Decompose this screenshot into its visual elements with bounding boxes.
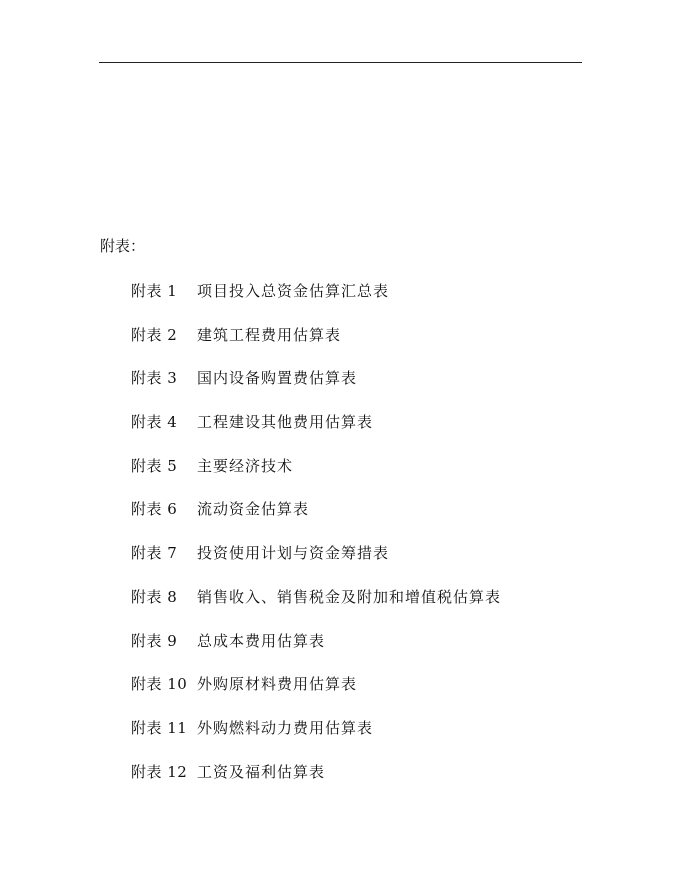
appendix-number: 附表 10 <box>131 675 188 694</box>
appendix-number: 附表 6 <box>131 500 178 519</box>
appendix-heading: 附表： <box>100 237 146 255</box>
appendix-title: 工资及福利估算表 <box>197 762 326 781</box>
appendix-title: 项目投入总资金估算汇总表 <box>197 282 390 300</box>
header-rule <box>99 62 582 63</box>
appendix-title: 建筑工程费用估算表 <box>197 325 342 344</box>
appendix-item <box>131 542 501 586</box>
appendix-item <box>131 455 501 499</box>
appendix-title: 国内设备购置费估算表 <box>197 369 358 388</box>
appendix-number: 附表 12 <box>131 762 188 781</box>
appendix-number: 附表 2 <box>131 325 178 344</box>
appendix-item <box>131 630 501 674</box>
appendix-title: 外购燃料动力费用估算表 <box>197 718 374 737</box>
appendix-item <box>131 717 501 761</box>
appendix-number: 附表 1 <box>131 282 178 300</box>
appendix-number: 附表 9 <box>131 631 178 650</box>
appendix-number: 附表 11 <box>131 718 188 737</box>
appendix-title: 工程建设其他费用估算表 <box>197 413 374 432</box>
appendix-title: 主要经济技术 <box>197 456 294 475</box>
appendix-title: 流动资金估算表 <box>197 500 310 519</box>
appendix-title: 销售收入、销售税金及附加和增值税估算表 <box>197 587 502 606</box>
appendix-item <box>131 411 501 455</box>
appendix-item <box>131 280 501 324</box>
appendix-list <box>131 280 501 804</box>
appendix-number: 附表 3 <box>131 369 178 388</box>
appendix-number: 附表 4 <box>131 413 178 432</box>
appendix-item <box>131 498 501 542</box>
appendix-item <box>131 324 501 368</box>
appendix-title: 投资使用计划与资金筹措表 <box>197 544 390 563</box>
appendix-title: 总成本费用估算表 <box>197 631 326 650</box>
appendix-number: 附表 8 <box>131 587 178 606</box>
appendix-item <box>131 673 501 717</box>
appendix-number: 附表 5 <box>131 456 178 475</box>
appendix-item <box>131 761 501 805</box>
appendix-title: 外购原材料费用估算表 <box>197 675 358 694</box>
appendix-item <box>131 367 501 411</box>
appendix-item <box>131 586 501 630</box>
appendix-number: 附表 7 <box>131 544 178 563</box>
